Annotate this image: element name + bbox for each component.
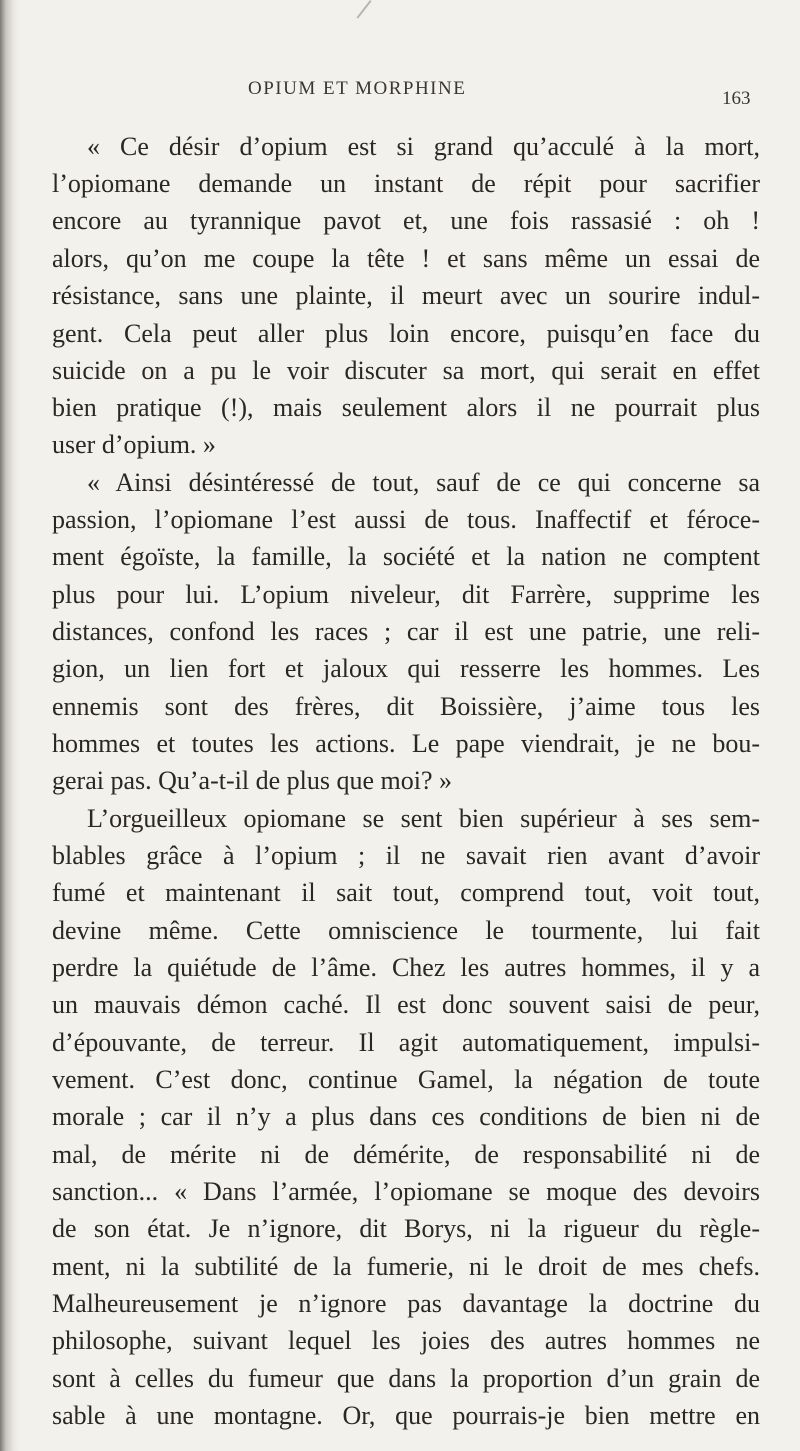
text-line: bien pratique (!), mais seulement alors il ne pourrait plus <box>52 393 760 422</box>
text-line: « Ainsi désintéressé de tout, sauf de ce qui concerne sa <box>87 468 760 497</box>
text-line: encore au tyrannique pavot et, une fois rassasié : oh ! <box>52 206 760 235</box>
page-number: 163 <box>722 88 751 109</box>
text-line: plus pour lui. L’opium niveleur, dit Farrère, supprime les <box>52 580 760 609</box>
text-line: Malheureusement je n’ignore pas davantage la doctrine du <box>52 1289 760 1318</box>
text-line: gion, un lien fort et jaloux qui resserre les hommes. Les <box>52 654 760 683</box>
text-line: philosophe, suivant lequel les joies des autres hommes ne <box>52 1326 760 1355</box>
text-line: ment égoïste, la famille, la société et la nation ne comptent <box>52 542 760 571</box>
text-line: gent. Cela peut aller plus loin encore, puisqu’en face du <box>52 319 760 348</box>
text-line: sont à celles du fumeur que dans la proportion d’un grain de <box>52 1364 760 1393</box>
text-line: fumé et maintenant il sait tout, comprend tout, voit tout, <box>52 878 760 907</box>
text-line: L’orgueilleux opiomane se sent bien supérieur à ses sem- <box>87 804 760 833</box>
text-line: ment, ni la subtilité de la fumerie, ni le droit de mes chefs. <box>52 1252 760 1281</box>
text-line: sanction... « Dans l’armée, l’opiomane se moque des devoirs <box>52 1177 760 1206</box>
text-line: « Ce désir d’opium est si grand qu’acculé à la mort, <box>87 132 760 161</box>
page-binding-shadow <box>0 0 20 1451</box>
text-line: distances, confond les races ; car il est une patrie, une reli- <box>52 617 760 646</box>
text-line: sable à une montagne. Or, que pourrais-je bien mettre en <box>52 1401 760 1430</box>
text-line: ennemis sont des frères, dit Boissière, j’aime tous les <box>52 692 760 721</box>
text-line: hommes et toutes les actions. Le pape viendrait, je ne bou- <box>52 729 760 758</box>
text-line: mal, de mérite ni de démérite, de responsabilité ni de <box>52 1140 760 1169</box>
text-line: user d’opium. » <box>52 430 216 459</box>
text-line: d’épouvante, de terreur. Il agit automatiquement, impulsi- <box>52 1028 760 1057</box>
text-line: un mauvais démon caché. Il est donc souvent saisi de peur, <box>52 990 760 1019</box>
text-line: suicide on a pu le voir discuter sa mort, qui serait en effet <box>52 356 760 385</box>
text-line: gerai pas. Qu’a-t-il de plus que moi? » <box>52 766 452 795</box>
text-line: l’opiomane demande un instant de répit pour sacrifier <box>52 169 760 198</box>
text-line: résistance, sans une plainte, il meurt avec un sourire indul- <box>52 281 760 310</box>
text-line: de son état. Je n’ignore, dit Borys, ni la rigueur du règle- <box>52 1214 760 1243</box>
text-line: passion, l’opiomane l’est aussi de tous. Inaffectif et féroce- <box>52 505 760 534</box>
text-line: devine même. Cette omniscience le tourmente, lui fait <box>52 916 760 945</box>
text-line: perdre la quiétude de l’âme. Chez les autres hommes, il y a <box>52 953 760 982</box>
text-line: morale ; car il n’y a plus dans ces conditions de bien ni de <box>52 1102 760 1131</box>
text-line: blables grâce à l’opium ; il ne savait rien avant d’avoir <box>52 841 760 870</box>
paper-mark <box>356 0 371 19</box>
text-line: alors, qu’on me coupe la tête ! et sans même un essai de <box>52 244 760 273</box>
text-line: vement. C’est donc, continue Gamel, la négation de toute <box>52 1065 760 1094</box>
running-header: OPIUM ET MORPHINE <box>248 78 467 99</box>
